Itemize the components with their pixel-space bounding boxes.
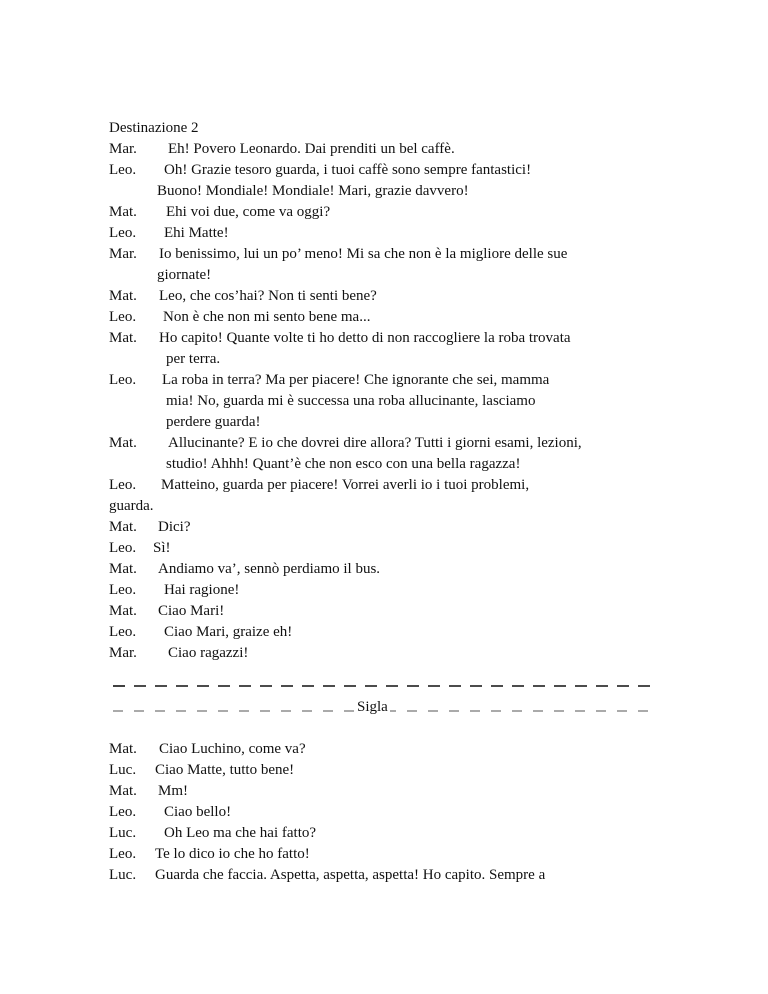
speaker-label: Leo. [109, 540, 137, 556]
dialogue-line: Sì! [153, 540, 171, 556]
speaker-label: Luc. [109, 825, 137, 841]
dialogue-line: per terra. [166, 351, 221, 367]
dialogue-line: Io benissimo, lui un po’ meno! Mi sa che non è la migliore delle sue [159, 246, 568, 262]
speaker-label: Mar. [109, 141, 137, 157]
speaker-label: Mat. [109, 783, 137, 799]
dialogue-line: Ciao Luchino, come va? [159, 741, 306, 757]
speaker-label: Leo. [109, 225, 137, 241]
speaker-label: Mar. [109, 246, 137, 262]
speaker-label: Mat. [109, 561, 137, 577]
dialogue-line: Te lo dico io che ho fatto! [155, 846, 310, 862]
speaker-label: Mat. [109, 204, 137, 220]
dialogue-line: Hai ragione! [164, 582, 240, 598]
dialogue-line: Eh! Povero Leonardo. Dai prenditi un bel caffè. [168, 141, 455, 157]
dialogue-line: Andiamo va’, sennò perdiamo il bus. [158, 561, 381, 577]
speaker-label: Leo. [109, 477, 137, 493]
speaker-label: Mat. [109, 435, 137, 451]
dialogue-line: Ciao ragazzi! [168, 645, 249, 661]
dialogue-line: perdere guarda! [166, 414, 261, 430]
speaker-label: Leo. [109, 582, 137, 598]
separator-dashes-top [113, 684, 657, 688]
dialogue-line: Oh! Grazie tesoro guarda, i tuoi caffè sono sempre fantastici! [164, 162, 532, 178]
dialogue-line: giornate! [157, 267, 212, 283]
dialogue-line: studio! Ahhh! Quant’è che non esco con una bella ragazza! [166, 456, 521, 472]
document-title: Destinazione 2 [109, 120, 199, 136]
speaker-label: Leo. [109, 162, 137, 178]
separator-label: Sigla [355, 697, 390, 718]
dialogue-line: Allucinante? E io che dovrei dire allora? Tutti i giorni esami, lezioni, [168, 435, 582, 451]
speaker-label: Mat. [109, 741, 137, 757]
speaker-label: Mat. [109, 603, 137, 619]
dialogue-line: Oh Leo ma che hai fatto? [164, 825, 317, 841]
dialogue-line: Ciao bello! [164, 804, 232, 820]
dialogue-line: guarda. [109, 498, 154, 514]
dialogue-line: Mm! [158, 783, 188, 799]
speaker-label: Mat. [109, 330, 137, 346]
dialogue-line: Ho capito! Quante volte ti ho detto di non raccogliere la roba trovata [159, 330, 571, 346]
speaker-label: Leo. [109, 309, 137, 325]
speaker-label: Luc. [109, 762, 137, 778]
dialogue-line: Buono! Mondiale! Mondiale! Mari, grazie davvero! [157, 183, 469, 199]
speaker-label: Leo. [109, 846, 137, 862]
dialogue-line: Ehi Matte! [164, 225, 229, 241]
speaker-label: Leo. [109, 624, 137, 640]
speaker-label: Mat. [109, 519, 137, 535]
dialogue-line: Non è che non mi sento bene ma... [163, 309, 371, 325]
dialogue-line: Ciao Matte, tutto bene! [155, 762, 295, 778]
dialogue-line: Dici? [158, 519, 191, 535]
dialogue-line: Leo, che cos’hai? Non ti senti bene? [159, 288, 377, 304]
speaker-label: Luc. [109, 867, 137, 883]
dialogue-line: Ciao Mari! [158, 603, 225, 619]
speaker-label: Mat. [109, 288, 137, 304]
dialogue-line: Ciao Mari, graize eh! [164, 624, 293, 640]
speaker-label: Leo. [109, 804, 137, 820]
dialogue-line: mia! No, guarda mi è successa una roba allucinante, lasciamo [166, 393, 536, 409]
dialogue-line: Ehi voi due, come va oggi? [166, 204, 331, 220]
dialogue-line: Guarda che faccia. Aspetta, aspetta, aspetta! Ho capito. Sempre a [155, 867, 546, 883]
dialogue-line: La roba in terra? Ma per piacere! Che ignorante che sei, mamma [162, 372, 550, 388]
dialogue-line: Matteino, guarda per piacere! Vorrei averli io i tuoi problemi, [161, 477, 530, 493]
speaker-label: Leo. [109, 372, 137, 388]
speaker-label: Mar. [109, 645, 137, 661]
